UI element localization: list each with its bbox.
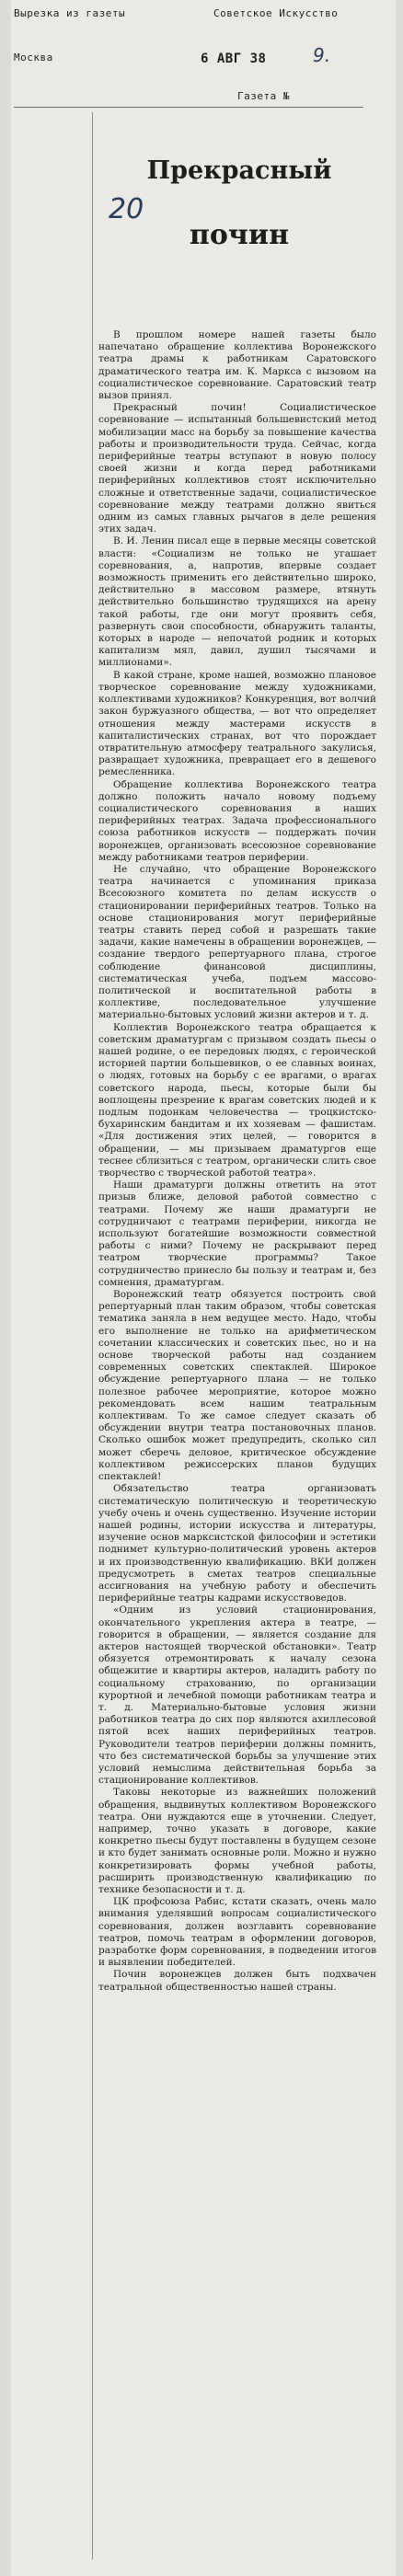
article-body xyxy=(98,329,376,1994)
gazeta-label: Газета № xyxy=(237,90,290,102)
handwritten-margin-number: 20 xyxy=(109,193,144,225)
clipping-date: 6 АВГ 38 xyxy=(201,52,267,66)
clipping-city: Москва xyxy=(14,52,53,63)
article-paragraph: Обязательство театра организовать систематическую политическую и теоретическую учебу очень и очень существенно. Изучение истории нашей родины, истории искусства и литературы, изучение основ марксистской философии и эстетики поднимет культурно-политический уровень актеров и их производственную квалификацию. ВКИ должен предусмотреть в сметах театров специальные ассигнования на учебную работу и обеспечить периферийные театры кадрами искусствоведов. xyxy=(98,1483,376,1604)
article-paragraph: Наши драматурги должны ответить на этот призыв ближе, деловой работой совместно с театрами. Почему же наши драматурги не сотрудничают с театрами периферии, никогда не используют богатейшие возможности совместной работы с ними? Почему не раскрывают перед театром творческие программы? Такое сотрудничество принесло бы пользу и театрам и, без сомнения, драматургам. xyxy=(98,1179,376,1288)
article-paragraph: Прекрасный почин! Социалистическое соревнование — испытанный большевистский метод мобилизации масс на борьбу за повышение качества работы и производительности труда. Сейчас, когда периферийные театры вступают в новую полосу своей жизни и когда перед работниками периферийных коллективов стоят исключительно сложные и ответственные задачи, социалистическое соревнование между театрами должно явиться одним из самых главных рычагов в деле решения этих задач. xyxy=(98,402,376,535)
article-paragraph: В какой стране, кроме нашей, возможно плановое творческое соревнование между художниками, коллективами художников? Конкуренция, вот волчий закон буржуазного общества, — вот что определяет отношения между мастерами искусств в капиталистических странах, вот что порождает отвратительную атмосферу театрального закулисья, развращает художника, превращает его в дешевого ремесленника. xyxy=(98,669,376,778)
header-rule xyxy=(14,107,363,108)
article-title-line-2: почин xyxy=(189,219,290,251)
article-paragraph: Таковы некоторые из важнейших положений обращения, выдвинутых коллективом Воронежского театра. Они нуждаются еще в уточнении. Следует, например, точно указать в договоре, какие конкретно пьесы будут поставлены в будущем сезоне и кто будет занимать основные роли. Можно и нужно конкретизировать формы учебной работы, расширить производственную квалификацию по технике безопасности и т. д. xyxy=(98,1787,376,1895)
article-paragraph: Не случайно, что обращение Воронежского театра начинается с упоминания приказа Всесоюзного комитета по делам искусств о стационировании периферийных театров. Только на основе стационирования могут периферийные театры ставить перед собой и разрешать такие задачи, какие намечены в обращении воронежцев, — создание твердого репертуарного плана, строгое соблюдение финансовой дисциплины, систематическая учеба, подъем массово-политической и воспитательной работы в коллективе, последовательное улучшение материально-бытовых условий жизни актеров и т. д. xyxy=(98,863,376,1021)
article-paragraph: Почин воронежцев должен быть подхвачен театральной общественностью нашей страны. xyxy=(98,1969,376,1993)
article-title-line-1: Прекрасный xyxy=(146,156,332,185)
column-rule xyxy=(92,112,93,2559)
clipping-label: Вырезка из газеты xyxy=(14,7,126,19)
article-paragraph: Воронежский театр обязуется построить свой репертуарный план таким образом, чтобы советская тематика заняла в нем ведущее место. Надо, чтобы его выполнение не только на арифметическом сочетании классических и советских пьес, но и на основе творческой работы над созданием современных советских спектаклей. Широкое обсуждение репертуарного плана — не только полезное рабочее мероприятие, которое можно рекомендовать всем нашим театральным коллективам. То же самое следует сказать об обсуждении внутри театра постановочных планов. Сколько ошибок может предупредить, сколько сил может сберечь деловое, критическое обсуждение коллективом режиссерских планов будущих спектаклей! xyxy=(98,1289,376,1483)
article-paragraph: В. И. Ленин писал еще в первые месяцы советской власти: «Социализм не только не угашает соревнования, а, напротив, впервые создает возможность применить его действительно широко, действительно в массовом размере, втянуть действительно большинство трудящихся на арену такой работы, где они могут проявить себя, развернуть свои способности, обнаружить таланты, которых в народе — непочатой родник и которых капитализм мял, давил, душил тысячами и миллионами». xyxy=(98,535,376,669)
article-paragraph: «Одним из условий стационирования, окончательного укрепления актера в театре, — говорится в обращении, — является создание для актеров настоящей творческой обстановки». Театр обязуется отремонтировать к началу сезона общежитие и квартиры актеров, наладить работу по социальному страхованию, по организации курортной и лечебной помощи работникам театра и т. д. Материально-бытовые условия жизни работников театра до сих пор являются ахиллесовой пятой всех наших периферийных театров. Руководители театров периферии должны помнить, что без систематической борьбы за улучшение этих условий немыслима действительная борьба за стационирование коллективов. xyxy=(98,1604,376,1787)
article-paragraph: Коллектив Воронежского театра обращается к советским драматургам с призывом создать пьесы о нашей родине, о ее передовых людях, с героической историей партии большевиков, о ее славных воинах, о людях, готовых на борьбу с ее врагами, о врагах советского народа, пьесы, которые были бы воплощены презрение к врагам советских людей и к подлым подонкам человечества — троцкистско-бухаринским бандитам и их хозяевам — фашистам. «Для достижения этих целей, — говорится в обращении, — мы призываем драматургов еще теснее сблизиться с театром, органически слить свое творчество с творческой работой театра». xyxy=(98,1021,376,1179)
newspaper-name: Советское Искусство xyxy=(213,7,339,19)
article-paragraph: Обращение коллектива Воронежского театра должно положить начало новому подъему социалистического соревнования в наших периферийных театрах. Задача профессионального союза работников искусств — поддержать почин воронежцев, организовать всесоюзное соревнование между работниками театров периферии. xyxy=(98,778,376,863)
handwritten-date-suffix: 9. xyxy=(313,44,331,66)
article-paragraph: В прошлом номере нашей газеты было напечатано обращение коллектива Воронежского театра драмы к работникам Саратовского драматического театра им. К. Маркса с вызовом на социалистическое соревнование. Саратовский театр вызов принял. xyxy=(98,329,376,402)
article-paragraph: ЦК профсоюза Рабис, кстати сказать, очень мало внимания уделявший вопросам социалистического соревнования, должен возглавить соревнование театров, помочь театрам в оформлении договоров, разработке форм соревнования, в подведении итогов и выявлении победителей. xyxy=(98,1896,376,1969)
